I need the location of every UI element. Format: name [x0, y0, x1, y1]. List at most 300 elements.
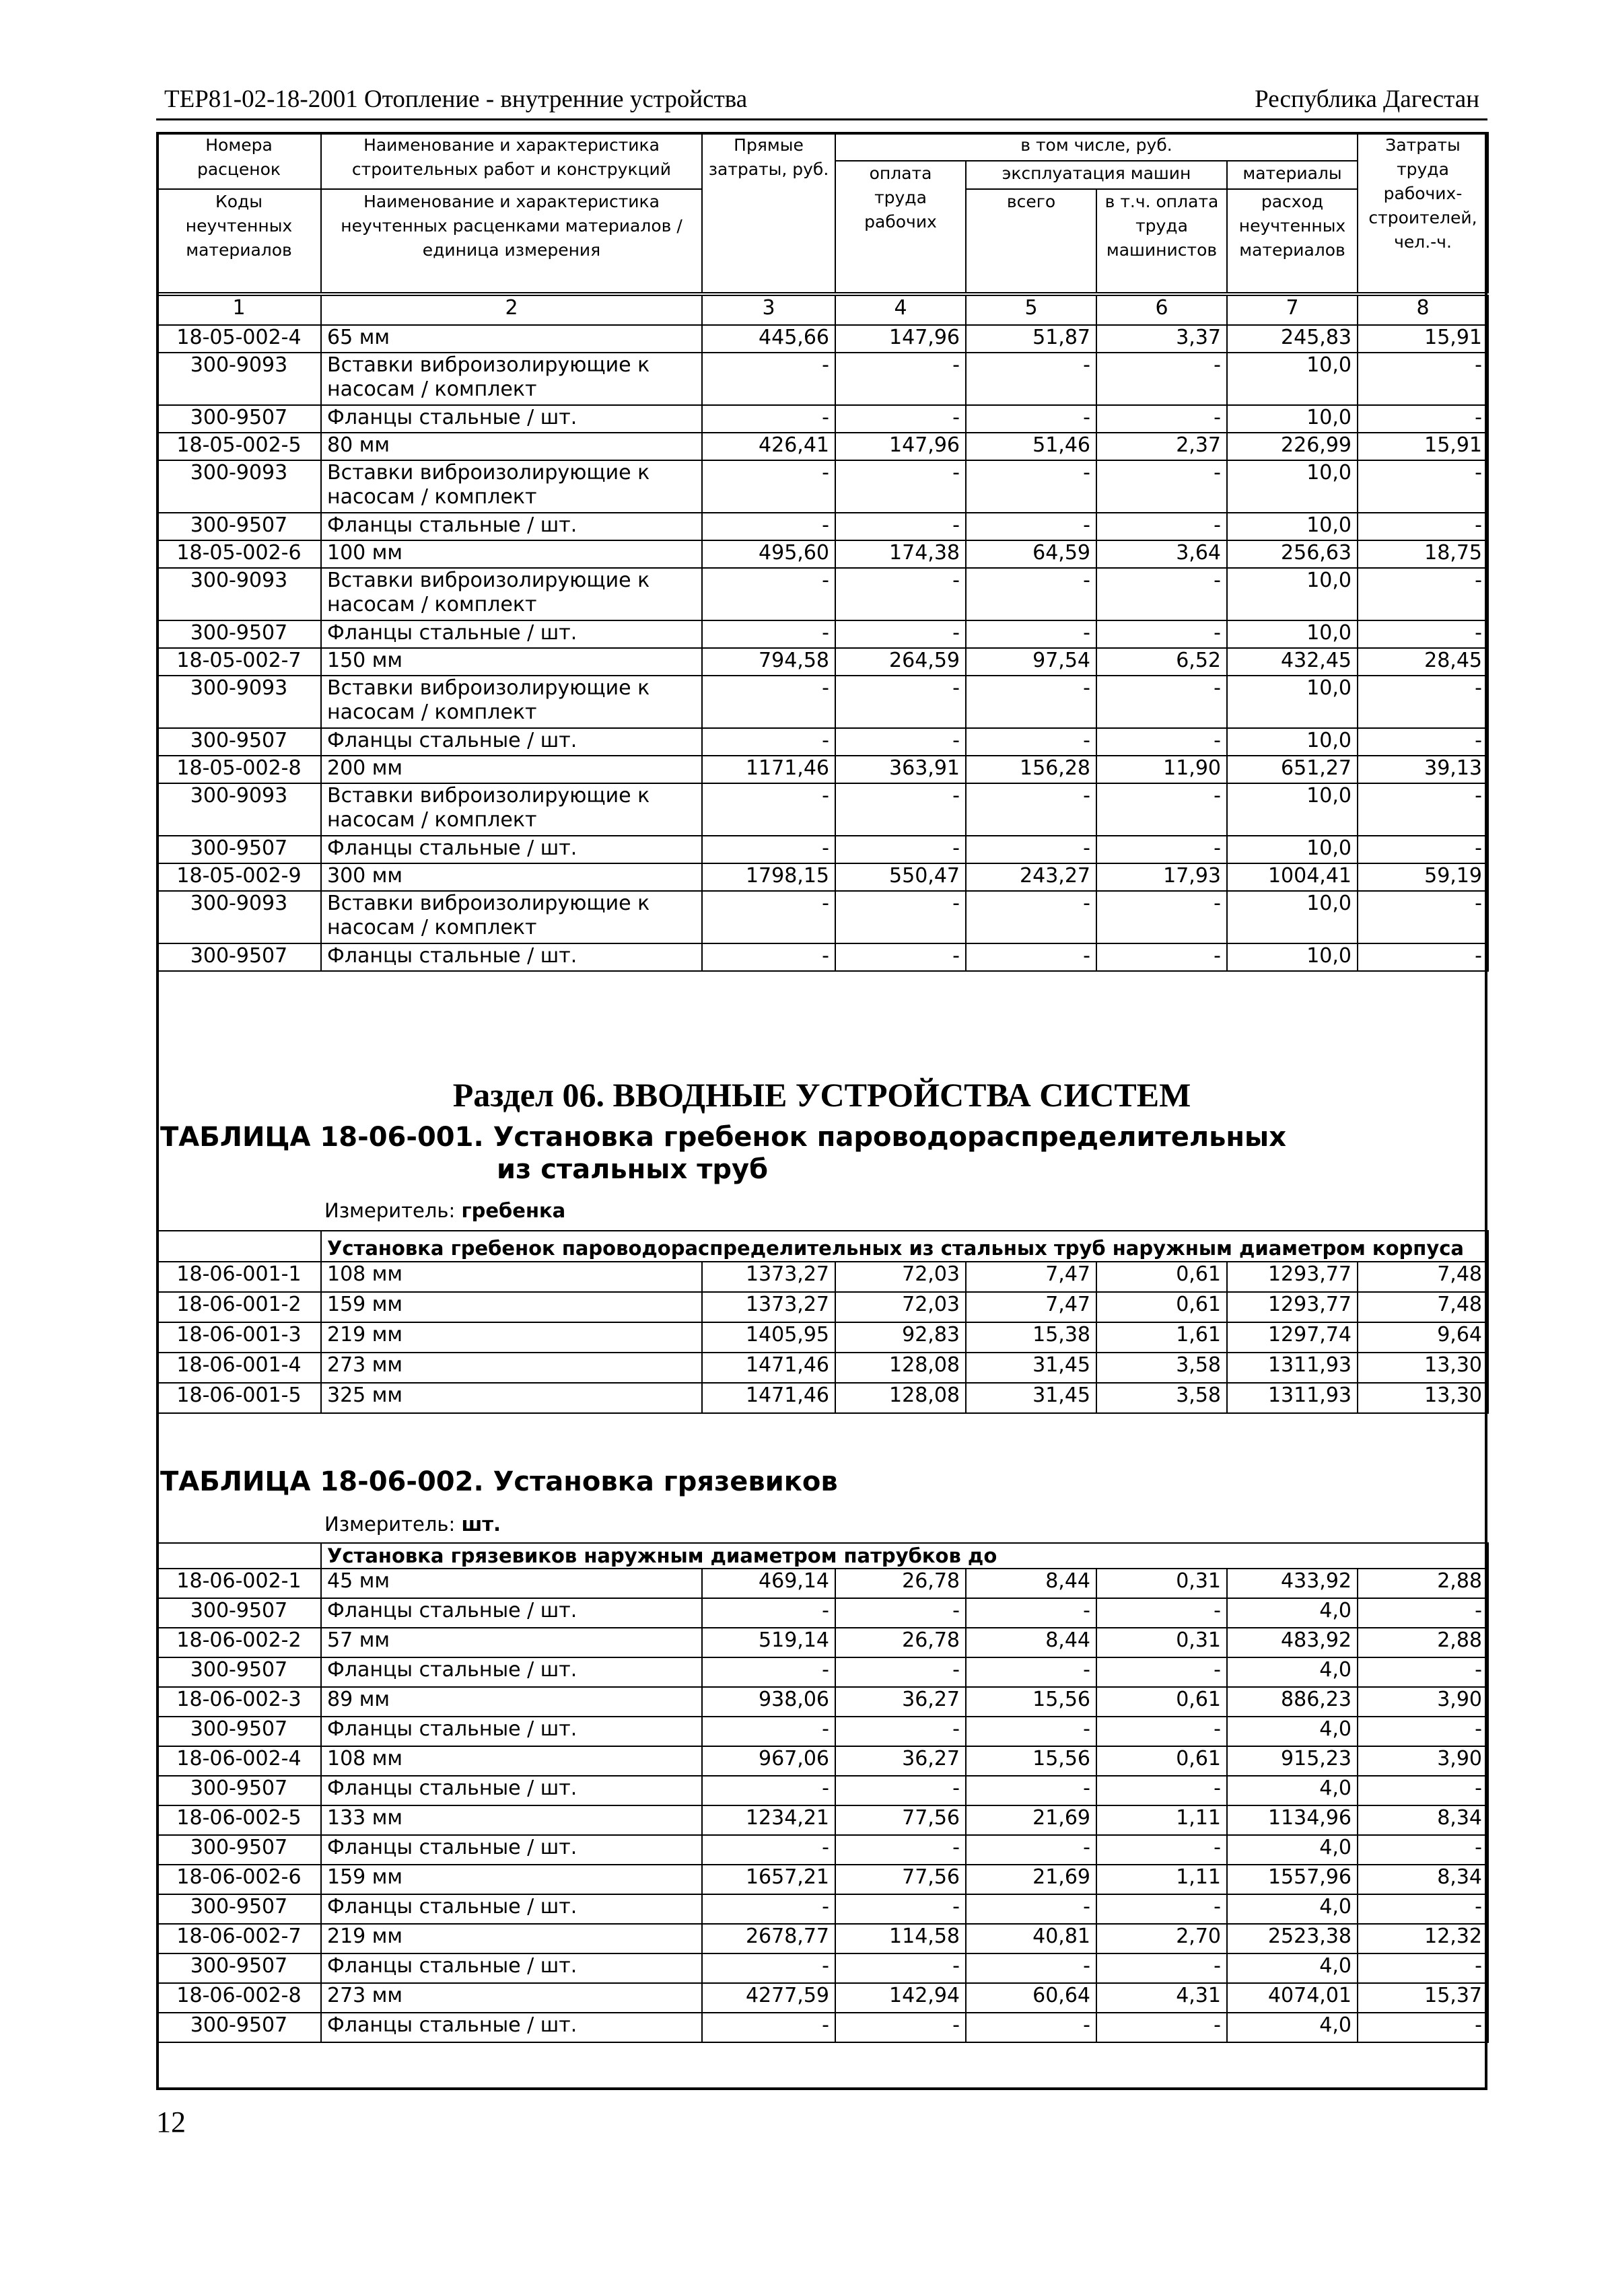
machine-total: 64,59 — [966, 540, 1096, 568]
machinist-pay: 2,37 — [1096, 433, 1227, 460]
labor-hours: - — [1358, 513, 1488, 540]
material-consumption: 10,0 — [1227, 836, 1358, 863]
material-consumption: 10,0 — [1227, 943, 1358, 971]
labor-hours: - — [1358, 1717, 1488, 1746]
machine-total: 97,54 — [966, 648, 1096, 676]
work-name: 89 мм — [321, 1687, 702, 1717]
machinist-pay: - — [1096, 460, 1227, 513]
direct-costs: 2678,77 — [702, 1924, 835, 1953]
direct-costs: - — [702, 405, 835, 433]
work-name: Фланцы стальные / шт. — [321, 2013, 702, 2042]
machinist-pay: - — [1096, 405, 1227, 433]
work-name: 100 мм — [321, 540, 702, 568]
table-row — [157, 513, 1488, 540]
machinist-pay: - — [1096, 620, 1227, 648]
work-name: Фланцы стальные / шт. — [321, 405, 702, 433]
machine-total: 31,45 — [966, 1353, 1096, 1383]
rate-code: 18-05-002-9 — [157, 863, 321, 891]
material-consumption: 4,0 — [1227, 1657, 1358, 1687]
labor-hours: 7,48 — [1358, 1262, 1488, 1292]
machinist-pay: 3,37 — [1096, 325, 1227, 353]
machinist-pay: 17,93 — [1096, 863, 1227, 891]
material-consumption: 483,92 — [1227, 1628, 1358, 1657]
header-material-name: Наименование и характеристика неучтенных расценками материалов / единица измерения — [321, 189, 702, 293]
header-rate-numbers: Номера расценок — [157, 133, 321, 189]
header-materials: материалы — [1227, 161, 1358, 189]
machinist-pay: - — [1096, 1953, 1227, 1983]
labor-pay: - — [835, 460, 966, 513]
direct-costs: - — [702, 676, 835, 728]
table-row — [157, 1322, 1488, 1353]
rate-code: 18-05-002-8 — [157, 756, 321, 783]
rate-code: 300-9507 — [157, 2013, 321, 2042]
material-consumption: 10,0 — [1227, 568, 1358, 620]
direct-costs: 1471,46 — [702, 1383, 835, 1413]
labor-pay: 114,58 — [835, 1924, 966, 1953]
machine-total: 8,44 — [966, 1628, 1096, 1657]
direct-costs: - — [702, 2013, 835, 2042]
direct-costs: 1373,27 — [702, 1292, 835, 1322]
work-name: Фланцы стальные / шт. — [321, 943, 702, 971]
machinist-pay: - — [1096, 1835, 1227, 1865]
work-name: 80 мм — [321, 433, 702, 460]
material-consumption: 433,92 — [1227, 1569, 1358, 1598]
material-consumption: 4,0 — [1227, 1953, 1358, 1983]
labor-pay: - — [835, 1717, 966, 1746]
table-title-18-06-002: ТАБЛИЦА 18-06-002. Установка грязевиков — [160, 1466, 838, 1497]
column-number: 4 — [835, 295, 966, 325]
machine-total: 7,47 — [966, 1262, 1096, 1292]
table-row — [157, 648, 1488, 676]
machinist-pay: - — [1096, 1717, 1227, 1746]
machine-total: - — [966, 405, 1096, 433]
machinist-pay: 0,61 — [1096, 1687, 1227, 1717]
labor-pay: - — [835, 353, 966, 405]
machinist-pay: - — [1096, 783, 1227, 836]
labor-pay: 26,78 — [835, 1569, 966, 1598]
work-name: Фланцы стальные / шт. — [321, 1894, 702, 1924]
machinist-pay: - — [1096, 513, 1227, 540]
rate-code: 300-9507 — [157, 1598, 321, 1628]
rate-code: 300-9507 — [157, 620, 321, 648]
machine-total: 15,56 — [966, 1746, 1096, 1776]
work-name: 325 мм — [321, 1383, 702, 1413]
work-name: Фланцы стальные / шт. — [321, 1717, 702, 1746]
header-machine-operation: эксплуатация машин — [966, 161, 1227, 189]
direct-costs: 1405,95 — [702, 1322, 835, 1353]
machine-total: - — [966, 943, 1096, 971]
rate-code: 300-9507 — [157, 1776, 321, 1805]
machine-total: - — [966, 1953, 1096, 1983]
table-row — [157, 943, 1488, 971]
machine-total: - — [966, 513, 1096, 540]
labor-pay: 77,56 — [835, 1865, 966, 1894]
labor-pay: - — [835, 943, 966, 971]
labor-pay: 128,08 — [835, 1353, 966, 1383]
labor-pay: - — [835, 676, 966, 728]
column-header — [156, 132, 1489, 293]
machinist-pay: - — [1096, 353, 1227, 405]
machine-total: 60,64 — [966, 1983, 1096, 2013]
machinist-pay: 3,58 — [1096, 1353, 1227, 1383]
labor-hours: - — [1358, 1835, 1488, 1865]
material-consumption: 4,0 — [1227, 1598, 1358, 1628]
labor-hours: 2,88 — [1358, 1569, 1488, 1598]
rate-code: 18-06-002-8 — [157, 1983, 321, 2013]
machinist-pay: - — [1096, 1894, 1227, 1924]
table-row — [157, 1717, 1488, 1746]
labor-hours: - — [1358, 460, 1488, 513]
material-consumption: 1297,74 — [1227, 1322, 1358, 1353]
table-row — [157, 676, 1488, 728]
work-name: 45 мм — [321, 1569, 702, 1598]
machine-total: - — [966, 1717, 1096, 1746]
rate-code: 18-06-002-2 — [157, 1628, 321, 1657]
machine-total: - — [966, 460, 1096, 513]
table-row — [157, 1353, 1488, 1383]
column-number: 3 — [702, 295, 835, 325]
direct-costs: - — [702, 1717, 835, 1746]
material-consumption: 1293,77 — [1227, 1262, 1358, 1292]
machine-total: - — [966, 1835, 1096, 1865]
table-row — [157, 620, 1488, 648]
labor-hours: 9,64 — [1358, 1322, 1488, 1353]
material-consumption: 10,0 — [1227, 891, 1358, 943]
labor-pay: 264,59 — [835, 648, 966, 676]
machine-total: - — [966, 1894, 1096, 1924]
work-name: Фланцы стальные / шт. — [321, 728, 702, 756]
machinist-pay: 11,90 — [1096, 756, 1227, 783]
machine-total: - — [966, 728, 1096, 756]
material-consumption: 226,99 — [1227, 433, 1358, 460]
table-subheader: Установка грязевиков наружным диаметром патрубков до — [321, 1543, 1488, 1569]
direct-costs: - — [702, 513, 835, 540]
table-row — [157, 863, 1488, 891]
rate-code: 300-9507 — [157, 1657, 321, 1687]
labor-hours: - — [1358, 568, 1488, 620]
table-row — [157, 1924, 1488, 1953]
machine-total: - — [966, 676, 1096, 728]
direct-costs: - — [702, 943, 835, 971]
material-consumption: 1311,93 — [1227, 1353, 1358, 1383]
material-consumption: 10,0 — [1227, 728, 1358, 756]
labor-hours: 39,13 — [1358, 756, 1488, 783]
machinist-pay: 1,11 — [1096, 1865, 1227, 1894]
work-name: 273 мм — [321, 1353, 702, 1383]
table-row — [157, 1746, 1488, 1776]
rate-code: 300-9093 — [157, 676, 321, 728]
machinist-pay: - — [1096, 1776, 1227, 1805]
rate-code: 18-06-002-7 — [157, 1924, 321, 1953]
table-row — [157, 1657, 1488, 1687]
labor-pay: - — [835, 1953, 966, 1983]
work-name: Вставки виброизолирующие к насосам / комплект — [321, 353, 702, 405]
machine-total: - — [966, 891, 1096, 943]
work-name: Фланцы стальные / шт. — [321, 513, 702, 540]
direct-costs: - — [702, 728, 835, 756]
table-row — [157, 836, 1488, 863]
column-number: 5 — [966, 295, 1096, 325]
direct-costs: - — [702, 568, 835, 620]
direct-costs: 1171,46 — [702, 756, 835, 783]
labor-hours: - — [1358, 1776, 1488, 1805]
work-name: 200 мм — [321, 756, 702, 783]
direct-costs: 938,06 — [702, 1687, 835, 1717]
direct-costs: 1798,15 — [702, 863, 835, 891]
labor-hours: - — [1358, 1953, 1488, 1983]
machine-total: 21,69 — [966, 1865, 1096, 1894]
labor-pay: - — [835, 891, 966, 943]
header-material-codes: Коды неучтенных материалов — [157, 189, 321, 293]
direct-costs: 967,06 — [702, 1746, 835, 1776]
labor-hours: 18,75 — [1358, 540, 1488, 568]
labor-pay: 147,96 — [835, 433, 966, 460]
material-consumption: 10,0 — [1227, 460, 1358, 513]
work-name: Фланцы стальные / шт. — [321, 1657, 702, 1687]
table-title-18-06-001: ТАБЛИЦА 18-06-001. Установка гребенок пароводораспределительных из стальных труб — [160, 1122, 1287, 1185]
direct-costs: - — [702, 353, 835, 405]
material-consumption: 2523,38 — [1227, 1924, 1358, 1953]
rate-code: 18-06-002-4 — [157, 1746, 321, 1776]
table-row — [157, 460, 1488, 513]
rates-table-18-06-001 — [156, 1230, 1489, 1414]
labor-hours: 15,91 — [1358, 325, 1488, 353]
labor-hours: - — [1358, 405, 1488, 433]
labor-pay: 128,08 — [835, 1383, 966, 1413]
direct-costs: - — [702, 836, 835, 863]
material-consumption: 4,0 — [1227, 1835, 1358, 1865]
work-name: Фланцы стальные / шт. — [321, 836, 702, 863]
labor-hours: 12,32 — [1358, 1924, 1488, 1953]
work-name: 108 мм — [321, 1746, 702, 1776]
labor-pay: 77,56 — [835, 1805, 966, 1835]
material-consumption: 1293,77 — [1227, 1292, 1358, 1322]
column-number: 1 — [157, 295, 321, 325]
header-labor-costs: Затраты труда рабочих-строителей, чел.-ч. — [1358, 133, 1488, 293]
rate-code: 18-06-001-1 — [157, 1262, 321, 1292]
machine-total: - — [966, 1776, 1096, 1805]
section-title: Раздел 06. ВВОДНЫЕ УСТРОЙСТВА СИСТЕМ — [452, 1076, 1191, 1114]
machine-total: 31,45 — [966, 1383, 1096, 1413]
labor-hours: 3,90 — [1358, 1687, 1488, 1717]
machinist-pay: - — [1096, 836, 1227, 863]
table-row — [157, 433, 1488, 460]
labor-pay: 363,91 — [835, 756, 966, 783]
work-name: Вставки виброизолирующие к насосам / комплект — [321, 891, 702, 943]
machine-total: 7,47 — [966, 1292, 1096, 1322]
rate-code: 300-9507 — [157, 513, 321, 540]
direct-costs: - — [702, 1835, 835, 1865]
labor-pay: 72,03 — [835, 1292, 966, 1322]
work-name: Вставки виброизолирующие к насосам / комплект — [321, 460, 702, 513]
rate-code: 18-06-002-1 — [157, 1569, 321, 1598]
direct-costs: - — [702, 1894, 835, 1924]
work-name: Фланцы стальные / шт. — [321, 620, 702, 648]
direct-costs: 469,14 — [702, 1569, 835, 1598]
direct-costs: 495,60 — [702, 540, 835, 568]
rate-code: 300-9507 — [157, 728, 321, 756]
material-consumption: 4,0 — [1227, 1717, 1358, 1746]
table-row — [157, 1569, 1488, 1598]
work-name: 57 мм — [321, 1628, 702, 1657]
material-consumption: 10,0 — [1227, 620, 1358, 648]
direct-costs: - — [702, 1953, 835, 1983]
labor-pay: - — [835, 1657, 966, 1687]
rate-code: 300-9507 — [157, 1953, 321, 1983]
rate-code: 18-06-001-3 — [157, 1322, 321, 1353]
direct-costs: - — [702, 1776, 835, 1805]
material-consumption: 1004,41 — [1227, 863, 1358, 891]
machine-total: 21,69 — [966, 1805, 1096, 1835]
labor-pay: - — [835, 513, 966, 540]
material-consumption: 1134,96 — [1227, 1805, 1358, 1835]
header-direct-costs: Прямые затраты, руб. — [702, 133, 835, 293]
material-consumption: 1311,93 — [1227, 1383, 1358, 1413]
table-row — [157, 1894, 1488, 1924]
table-row — [157, 1598, 1488, 1628]
labor-pay: 36,27 — [835, 1687, 966, 1717]
machinist-pay: - — [1096, 1657, 1227, 1687]
table-row — [157, 1865, 1488, 1894]
direct-costs: - — [702, 1598, 835, 1628]
labor-pay: - — [835, 620, 966, 648]
table-row — [157, 405, 1488, 433]
machine-total: - — [966, 353, 1096, 405]
column-number: 7 — [1227, 295, 1358, 325]
direct-costs: - — [702, 460, 835, 513]
labor-hours: - — [1358, 1598, 1488, 1628]
direct-costs: 1234,21 — [702, 1805, 835, 1835]
machinist-pay: 3,64 — [1096, 540, 1227, 568]
labor-hours: 2,88 — [1358, 1628, 1488, 1657]
material-consumption: 256,63 — [1227, 540, 1358, 568]
work-name: 159 мм — [321, 1292, 702, 1322]
work-name: 159 мм — [321, 1865, 702, 1894]
material-consumption: 651,27 — [1227, 756, 1358, 783]
direct-costs: 519,14 — [702, 1628, 835, 1657]
rate-code: 300-9507 — [157, 1894, 321, 1924]
machinist-pay: - — [1096, 728, 1227, 756]
machine-total: 156,28 — [966, 756, 1096, 783]
material-consumption: 10,0 — [1227, 513, 1358, 540]
work-name: 108 мм — [321, 1262, 702, 1292]
table-row — [157, 1983, 1488, 2013]
rate-code: 18-06-001-2 — [157, 1292, 321, 1322]
rate-code: 300-9507 — [157, 1717, 321, 1746]
labor-hours: - — [1358, 353, 1488, 405]
machinist-pay: - — [1096, 676, 1227, 728]
table-row — [157, 891, 1488, 943]
table-row — [157, 1292, 1488, 1322]
labor-hours: - — [1358, 891, 1488, 943]
labor-pay: - — [835, 568, 966, 620]
labor-hours: - — [1358, 1894, 1488, 1924]
table-row — [157, 1262, 1488, 1292]
material-consumption: 1557,96 — [1227, 1865, 1358, 1894]
labor-pay: 174,38 — [835, 540, 966, 568]
machine-total: 15,38 — [966, 1322, 1096, 1353]
material-consumption: 4,0 — [1227, 2013, 1358, 2042]
machinist-pay: - — [1096, 943, 1227, 971]
rate-code: 300-9093 — [157, 568, 321, 620]
work-name: 219 мм — [321, 1924, 702, 1953]
machinist-pay: 0,31 — [1096, 1628, 1227, 1657]
labor-hours: - — [1358, 620, 1488, 648]
rate-code: 300-9507 — [157, 943, 321, 971]
rate-code: 18-05-002-6 — [157, 540, 321, 568]
material-consumption: 4074,01 — [1227, 1983, 1358, 2013]
table-row — [157, 353, 1488, 405]
machine-total: 243,27 — [966, 863, 1096, 891]
header-machine-total: всего — [966, 189, 1096, 293]
rate-code: 18-05-002-5 — [157, 433, 321, 460]
rate-code: 300-9507 — [157, 405, 321, 433]
labor-hours: 13,30 — [1358, 1353, 1488, 1383]
table-row — [157, 540, 1488, 568]
work-name: 65 мм — [321, 325, 702, 353]
machinist-pay: 3,58 — [1096, 1383, 1227, 1413]
work-name: Вставки виброизолирующие к насосам / комплект — [321, 783, 702, 836]
machine-total: - — [966, 2013, 1096, 2042]
rates-table-18-05-002 — [156, 324, 1489, 972]
rate-code: 18-06-001-4 — [157, 1353, 321, 1383]
direct-costs: - — [702, 1657, 835, 1687]
labor-pay: - — [835, 836, 966, 863]
machinist-pay: 0,61 — [1096, 1262, 1227, 1292]
table-row — [157, 1805, 1488, 1835]
labor-hours: 8,34 — [1358, 1805, 1488, 1835]
machine-total: - — [966, 1598, 1096, 1628]
header-labor-pay: оплата труда рабочих — [835, 161, 966, 293]
header-machinist-pay: в т.ч. оплата труда машинистов — [1096, 189, 1227, 293]
work-name: 273 мм — [321, 1983, 702, 2013]
page-number: 12 — [156, 2106, 186, 2139]
rate-code: 300-9093 — [157, 891, 321, 943]
work-name: Фланцы стальные / шт. — [321, 1598, 702, 1628]
direct-costs: 4277,59 — [702, 1983, 835, 2013]
direct-costs: - — [702, 783, 835, 836]
labor-hours: 13,30 — [1358, 1383, 1488, 1413]
labor-hours: 15,37 — [1358, 1983, 1488, 2013]
table-row — [157, 783, 1488, 836]
meter-18-06-002: Измеритель: шт. — [324, 1513, 501, 1536]
work-name: 150 мм — [321, 648, 702, 676]
material-consumption: 245,83 — [1227, 325, 1358, 353]
labor-pay: 36,27 — [835, 1746, 966, 1776]
labor-pay: 550,47 — [835, 863, 966, 891]
header-material-consumption: расход неучтенных материалов — [1227, 189, 1358, 293]
labor-hours: - — [1358, 728, 1488, 756]
table-row — [157, 1383, 1488, 1413]
machine-total: - — [966, 783, 1096, 836]
direct-costs: 1471,46 — [702, 1353, 835, 1383]
work-name: Вставки виброизолирующие к насосам / комплект — [321, 568, 702, 620]
labor-pay: - — [835, 1598, 966, 1628]
machinist-pay: 1,11 — [1096, 1805, 1227, 1835]
meter-18-06-001: Измеритель: гребенка — [324, 1199, 566, 1222]
direct-costs: - — [702, 620, 835, 648]
labor-hours: - — [1358, 676, 1488, 728]
column-number: 6 — [1096, 295, 1227, 325]
labor-pay: - — [835, 728, 966, 756]
table-row — [157, 756, 1488, 783]
labor-pay: 142,94 — [835, 1983, 966, 2013]
rate-code: 300-9093 — [157, 353, 321, 405]
direct-costs: 426,41 — [702, 433, 835, 460]
labor-pay: 26,78 — [835, 1628, 966, 1657]
labor-hours: 59,19 — [1358, 863, 1488, 891]
material-consumption: 886,23 — [1227, 1687, 1358, 1717]
